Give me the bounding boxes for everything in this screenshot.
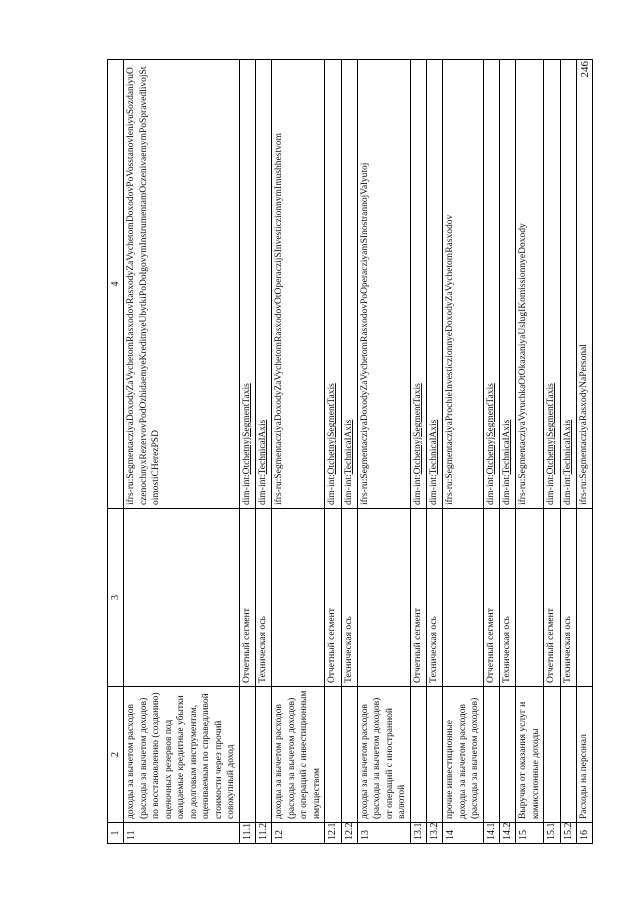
row-element-code: ifrs-ru:SegmentacziyaProchieInvesticzionnyeDoxodyZaVychetomRasxodov: [443, 60, 484, 509]
row-dimension: Отчетный сегмент: [325, 509, 341, 687]
row-dimension: [124, 509, 240, 687]
table-row: [516, 60, 544, 844]
table-row: [239, 60, 255, 844]
row-dimension: Техническая ось: [427, 509, 443, 687]
row-dimension: Техническая ось: [560, 509, 576, 687]
row-dimension: [357, 509, 410, 687]
header-col-3: 3: [108, 509, 124, 687]
table-row: [483, 60, 499, 844]
rotated-content: [107, 60, 598, 844]
row-name: [410, 687, 426, 823]
row-element-code: dim-int:TechnicalAxis: [341, 60, 357, 509]
row-element-code: ifrs-ru:SegmentacziyaRasxodyNaPersonal: [576, 60, 592, 509]
row-name: [560, 687, 576, 823]
row-name: доходы за вычетом расходов (расходы за вычетом доходов) от операций с инвестиционным имуществом: [272, 687, 325, 823]
table-row: [544, 60, 560, 844]
row-element-code: dim-int:TechnicalAxis: [560, 60, 576, 509]
row-name: Выручка от оказания услуг и комиссионные доходы: [516, 687, 544, 823]
table-row: [357, 60, 410, 844]
row-dimension: Отчетный сегмент: [544, 509, 560, 687]
row-dimension: [443, 509, 484, 687]
row-number: 15.1: [544, 823, 560, 844]
row-element-code: dim-int:OtchetnyjSegmentTaxis: [410, 60, 426, 509]
row-name: [239, 687, 255, 823]
row-number: 14.1: [483, 823, 499, 844]
row-number: 15.2: [560, 823, 576, 844]
row-element-code: dim-int:TechnicalAxis: [500, 60, 516, 509]
row-name: [483, 687, 499, 823]
row-element-code: ifrs-ru:SegmentacziyaVyruchkaOtOkazaniyaUslugIKomissionnyeDoxody: [516, 60, 544, 509]
row-element-code: dim-int:OtchetnyjSegmentTaxis: [544, 60, 560, 509]
row-number: 12.2: [341, 823, 357, 844]
row-number: 15: [516, 823, 544, 844]
table-row: [576, 60, 592, 844]
row-name: [544, 687, 560, 823]
row-name: прочие инвестиционные доходы за вычетом расходов (расходы за вычетом доходов): [443, 687, 484, 823]
row-name: доходы за вычетом расходов (расходы за вычетом доходов) от операций с иностранной валютой: [357, 687, 410, 823]
row-dimension: [516, 509, 544, 687]
row-number: 14: [443, 823, 484, 844]
row-name: [341, 687, 357, 823]
row-name: [427, 687, 443, 823]
row-dimension: Техническая ось: [256, 509, 272, 687]
row-number: 12: [272, 823, 325, 844]
row-element-code: dim-int:OtchetnyjSegmentTaxis: [239, 60, 255, 509]
row-element-code: ifrs-ru:SegmentacziyaDoxodyZaVychetomRasxodovPoOperaczіyamSInostrannojValyutoj: [357, 60, 410, 509]
row-number: 16: [576, 823, 592, 844]
page-number: 246: [579, 61, 591, 78]
row-element-code: dim-int:TechnicalAxis: [427, 60, 443, 509]
row-dimension: Отчетный сегмент: [410, 509, 426, 687]
row-number: 11: [124, 823, 240, 844]
row-number: 12.1: [325, 823, 341, 844]
header-row: [108, 60, 124, 844]
row-element-code: ifrs-ru:SegmentacziyaDoxodyZaVychetomRasxodovOtOperaczijSInvesticzionnymImushhestvom: [272, 60, 325, 509]
row-name: [256, 687, 272, 823]
header-col-2: 2: [108, 687, 124, 823]
row-dimension: Техническая ось: [341, 509, 357, 687]
table-row: [325, 60, 341, 844]
row-dimension: Отчетный сегмент: [239, 509, 255, 687]
row-number: 14.2: [500, 823, 516, 844]
row-element-code: dim-int:OtchetnyjSegmentTaxis: [483, 60, 499, 509]
row-dimension: Отчетный сегмент: [483, 509, 499, 687]
row-number: 13: [357, 823, 410, 844]
row-number: 11.1: [239, 823, 255, 844]
row-dimension: Техническая ось: [500, 509, 516, 687]
row-name: доходы за вычетом расходов (расходы за вычетом доходов) по восстановлению (созданию) оценочных резервов под ожидаемые кредитные убытки по долговым инструментам, оцениваемым по справедливой стоимости через прочий совокупный доход: [124, 687, 240, 823]
row-element-code: dim-int:TechnicalAxis: [256, 60, 272, 509]
table-row: [341, 60, 357, 844]
row-element-code: ifrs-ru:SegmentacziyaDoxodyZaVychetomRasxodovRasxodyZaVychetomDoxodovPoVosstanovleniyuSozdaniyuOczenochnyxRezervovPodOzhidaemyeKreditnyeUbytkiPoDolgovymInstrumentamOczenivaemymPoSpravedlivojStoimostiCHerezPSD: [124, 60, 240, 509]
row-number: 13.1: [410, 823, 426, 844]
taxonomy-table: [107, 59, 593, 844]
row-number: 11.2: [256, 823, 272, 844]
table-row: [256, 60, 272, 844]
header-col-4: 4: [108, 60, 124, 509]
table-body: [124, 60, 593, 844]
row-name: [500, 687, 516, 823]
table-row: [124, 60, 240, 844]
row-name: [325, 687, 341, 823]
header-col-1: 1: [108, 823, 124, 844]
table-row: [272, 60, 325, 844]
row-dimension: [272, 509, 325, 687]
table-row: [560, 60, 576, 844]
row-number: 13.2: [427, 823, 443, 844]
table-row: [410, 60, 426, 844]
row-name: Расходы на персонал: [576, 687, 592, 823]
table-row: [443, 60, 484, 844]
table-row: [427, 60, 443, 844]
row-element-code: dim-int:OtchetnyjSegmentTaxis: [325, 60, 341, 509]
table-row: [500, 60, 516, 844]
row-dimension: [576, 509, 592, 687]
